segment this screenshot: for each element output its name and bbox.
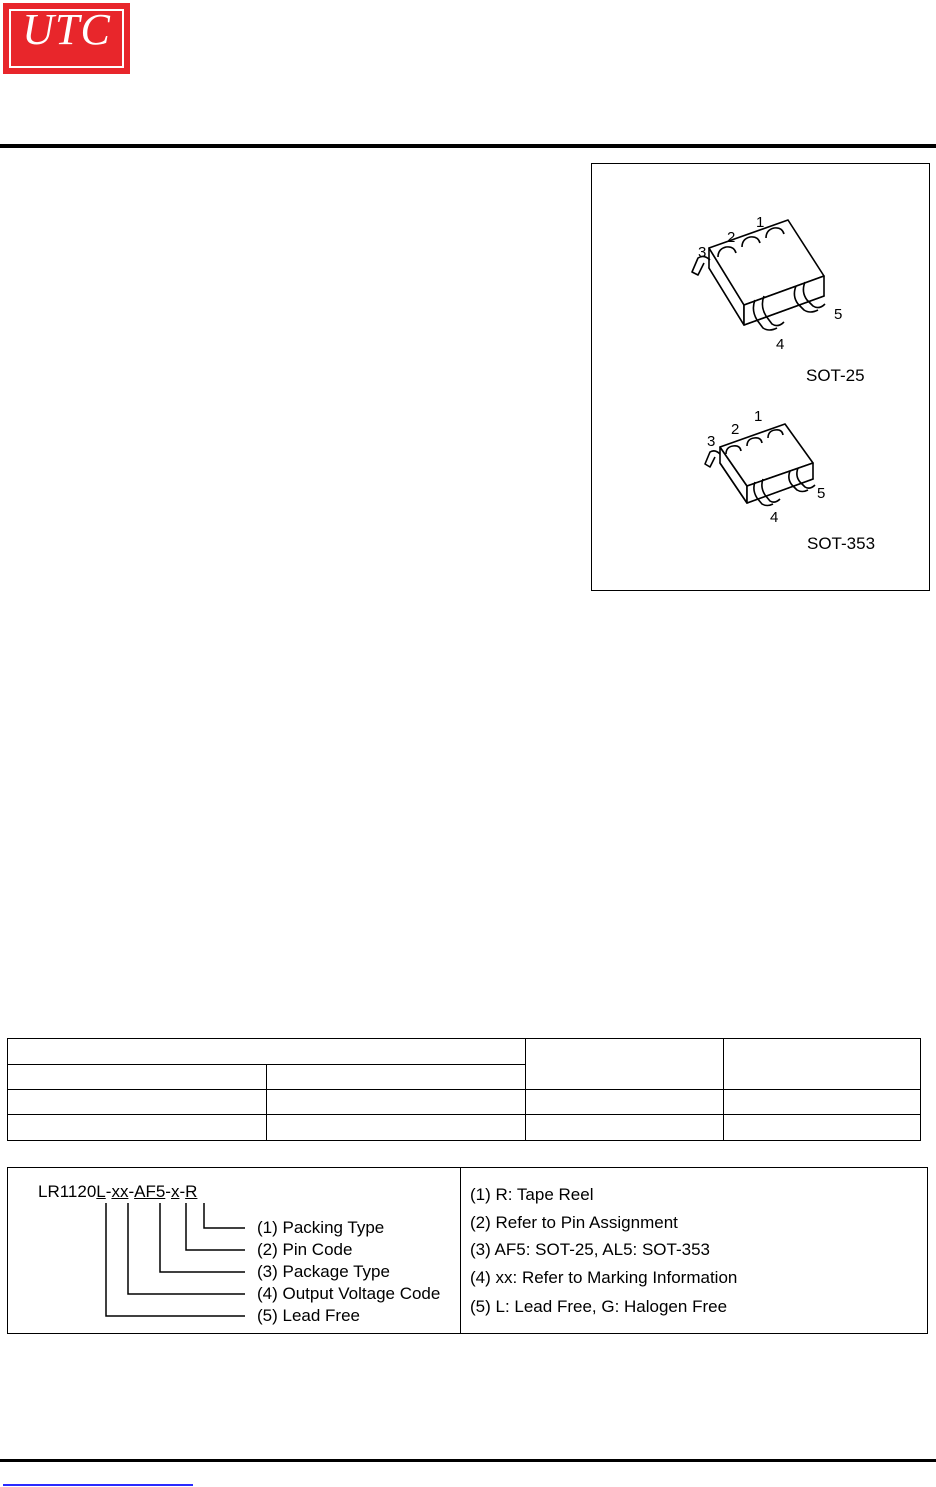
part-sep: - <box>105 1182 112 1201</box>
sot353-drawing <box>705 421 815 506</box>
sot25-pin-1: 1 <box>756 214 765 231</box>
table-cell <box>266 1114 526 1141</box>
sot353-label: SOT-353 <box>807 534 876 553</box>
table-header-cell <box>723 1038 921 1090</box>
sot25-pin-4: 4 <box>776 336 785 353</box>
part-seg-pin-code: x <box>170 1182 180 1201</box>
desc-package: (3) AF5: SOT-25, AL5: SOT-353 <box>470 1240 711 1259</box>
package-drawings-box <box>591 163 930 591</box>
decoder-divider <box>460 1168 461 1333</box>
table-header-cell <box>525 1038 724 1090</box>
sot353-pin-3: 3 <box>707 433 716 450</box>
table-subheader-cell <box>7 1064 267 1090</box>
part-seg-package: AF5 <box>134 1182 166 1201</box>
logo-text: UTC <box>22 5 111 54</box>
footer-link-underline[interactable] <box>3 1484 193 1486</box>
decoder-leader-lines <box>8 1168 460 1335</box>
field-lead-free: (5) Lead Free <box>257 1306 360 1325</box>
table-subheader-cell <box>266 1064 526 1090</box>
field-output-voltage-code: (4) Output Voltage Code <box>257 1284 441 1303</box>
field-pin-code: (2) Pin Code <box>257 1240 353 1259</box>
sot25-drawing <box>692 220 825 330</box>
field-packing-type: (1) Packing Type <box>257 1218 385 1237</box>
footer-rule <box>0 1459 936 1462</box>
field-package-type: (3) Package Type <box>257 1262 390 1281</box>
desc-pin-code: (2) Refer to Pin Assignment <box>470 1213 678 1232</box>
table-cell <box>525 1114 724 1141</box>
part-sep: - <box>179 1182 186 1201</box>
part-seg-packing: R <box>185 1182 198 1201</box>
table-header-cell <box>7 1038 526 1065</box>
header-rule <box>0 144 936 148</box>
table-cell <box>266 1089 526 1115</box>
part-sep: - <box>165 1182 171 1201</box>
part-sep: - <box>128 1182 135 1201</box>
part-seg-voltage: xx <box>111 1182 129 1201</box>
utc-logo <box>3 3 130 74</box>
table-cell <box>525 1089 724 1115</box>
part-number-decoder <box>7 1167 928 1334</box>
part-prefix: LR1120 <box>38 1182 97 1201</box>
desc-lead-free: (5) L: Lead Free, G: Halogen Free <box>470 1297 728 1316</box>
desc-voltage: (4) xx: Refer to Marking Information <box>470 1268 738 1287</box>
sot353-pin-4: 4 <box>770 509 779 526</box>
sot353-pin-2: 2 <box>731 421 740 438</box>
sot25-pin-5: 5 <box>834 306 843 323</box>
sot25-label: SOT-25 <box>806 366 865 385</box>
sot25-pin-2: 2 <box>727 229 736 246</box>
sot353-pin-5: 5 <box>817 485 826 502</box>
table-cell <box>7 1089 267 1115</box>
ordering-info-table <box>7 1038 921 1141</box>
table-cell <box>7 1114 267 1141</box>
table-cell <box>723 1089 921 1115</box>
table-cell <box>723 1114 921 1141</box>
sot25-pin-3: 3 <box>698 244 707 261</box>
desc-packing: (1) R: Tape Reel <box>470 1185 594 1204</box>
part-seg-lead-free: L <box>96 1182 106 1201</box>
sot353-pin-1: 1 <box>754 408 763 425</box>
